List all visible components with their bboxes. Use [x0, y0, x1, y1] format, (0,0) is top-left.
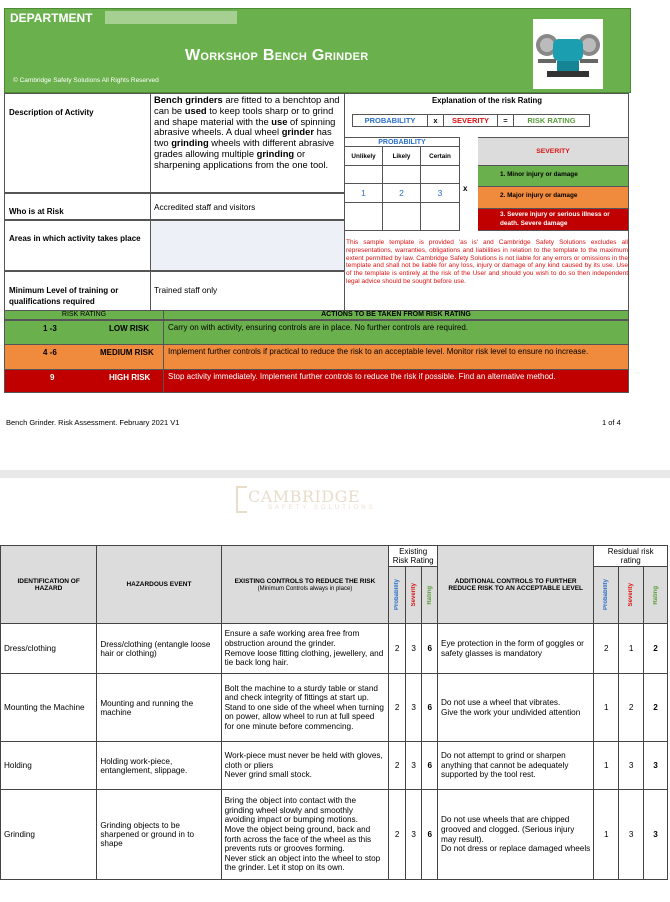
prob-certain: Certain: [421, 146, 460, 166]
risk-action-low: Carry on with activity, ensuring controls are in place. No further controls are required.: [164, 320, 629, 345]
additional-controls-cell: Do not use a wheel that vibrates. Give the work your undivided attention: [438, 674, 594, 742]
existing-severity-cell: 3: [405, 790, 422, 880]
actions-header-text: ACTIONS TO BE TAKEN FROM RISK RATING: [321, 311, 471, 318]
col-controls-title: EXISTING CONTROLS TO REDUCE THE RISK: [234, 577, 376, 585]
existing-severity-cell: 3: [405, 624, 422, 674]
col-controls-sub: (Minimum Controls always in place): [257, 585, 353, 592]
prob-num-3: 3: [421, 184, 460, 203]
residual-rating-cell: 2: [644, 674, 668, 742]
page-2: [0, 478, 670, 902]
prob-grid-cell: [421, 203, 460, 231]
residual-probability-cell: 1: [594, 790, 619, 880]
event-cell: Dress/clothing (entangle loose hair or clothing): [97, 624, 221, 674]
risk-row-low: [4, 320, 164, 345]
probability-label: Probability: [603, 579, 610, 611]
risk-row-medium: [4, 345, 164, 370]
existing-probability-cell: 2: [389, 742, 406, 790]
existing-rating-cell: 6: [422, 624, 438, 674]
header-banner: [4, 8, 631, 93]
risk-range: 9: [50, 373, 55, 382]
footer-left: Bench Grinder. Risk Assessment. February 2021 V1: [6, 418, 180, 427]
residual-severity-cell: 3: [619, 742, 644, 790]
existing-severity-cell: 3: [405, 742, 422, 790]
hazard-cell: Mounting the Machine: [1, 674, 97, 742]
prob-likely: Likely: [383, 146, 421, 166]
residual-probability-cell: 2: [594, 624, 619, 674]
existing-rating-cell: 6: [422, 742, 438, 790]
existing-probability-cell: 2: [389, 790, 406, 880]
residual-rating-cell: 2: [644, 624, 668, 674]
training-value[interactable]: Trained staff only: [151, 271, 345, 311]
col-existing-rating: [422, 567, 438, 624]
table-row: [1, 742, 668, 790]
additional-controls-cell: Eye protection in the form of goggles or safety glasses is mandatory: [438, 624, 594, 674]
formula-severity: SEVERITY: [444, 114, 498, 127]
col-existing-severity: [405, 567, 422, 624]
risk-range: 1 -3: [43, 324, 57, 333]
areas-value[interactable]: [151, 220, 345, 271]
controls-cell: Work-piece must never be held with gloves, cloth or pliers Never grind small stock.: [221, 742, 389, 790]
col-existing-probability: [389, 567, 406, 624]
matrix-x: x: [463, 184, 468, 193]
probability-label: Probability: [394, 579, 401, 611]
severity-minor: 1. Minor injury or damage: [478, 166, 629, 187]
existing-rating-cell: 6: [422, 790, 438, 880]
prob-grid-cell: [345, 166, 383, 184]
risk-rating-header: [4, 311, 164, 320]
formula-equals: =: [498, 114, 514, 127]
risk-rating-header-text: RISK RATING: [61, 311, 107, 318]
department-field[interactable]: [105, 11, 237, 24]
hazard-cell: Holding: [1, 742, 97, 790]
formula-x: x: [428, 114, 444, 127]
existing-probability-cell: 2: [389, 624, 406, 674]
page-number: 1 of 4: [602, 418, 621, 427]
prob-unlikely: Unlikely: [345, 146, 383, 166]
page-gap: [0, 470, 670, 478]
residual-rating-cell: 3: [644, 742, 668, 790]
hazard-cell: Grinding: [1, 790, 97, 880]
prob-header: PROBABILITY: [345, 137, 460, 146]
col-residual-rating: [644, 567, 668, 624]
residual-severity-cell: 2: [619, 674, 644, 742]
risk-range: 4 -6: [43, 348, 57, 357]
existing-severity-cell: 3: [405, 674, 422, 742]
event-cell: Mounting and running the machine: [97, 674, 221, 742]
cambridge-logo-sub: SAFETY SOLUTIONS: [268, 505, 376, 511]
controls-cell: Ensure a safe working area free from obstruction around the grinder. Remove loose fitting clothing, jewellery, and tie back long hair.: [221, 624, 389, 674]
disclaimer-text: This sample template is provided 'as is' and Cambridge Safety Solutions excludes all representations, warranties, obligations and liabilities in relation to the template to the maximum extent permitted by law. Cambridge Safety Solutions is not liable for any errors or omissions in the template and shall not be liable for any loss, injury or damage of any kind caused by its use. Use of the template is entirely at the risk of the User and should you wish to do so then independent legal advice should be sought before use.: [346, 239, 628, 285]
department-label: DEPARTMENT: [10, 11, 93, 25]
areas-label: Areas in which activity takes place: [4, 220, 151, 271]
cambridge-logo: CAMBRIDGE: [248, 487, 361, 506]
col-existing: Existing Risk Rating: [389, 546, 438, 567]
risk-assessment-table: [0, 545, 668, 880]
table-row: [1, 674, 668, 742]
who-value[interactable]: Accredited staff and visitors: [151, 193, 345, 220]
residual-rating-cell: 3: [644, 790, 668, 880]
risk-level: LOW RISK: [109, 324, 149, 333]
prob-grid-cell: [383, 166, 421, 184]
description-label: Description of Activity: [4, 93, 151, 193]
severity-major: 2. Major injury or damage: [478, 187, 629, 209]
formula-risk-rating: RISK RATING: [514, 114, 590, 127]
prob-grid-cell: [345, 203, 383, 231]
prob-num-2: 2: [383, 184, 421, 203]
residual-probability-cell: 1: [594, 674, 619, 742]
risk-action-medium: Implement further controls if practical to reduce the risk to an acceptable level. Monitor risk level to ensure no increase.: [164, 345, 629, 370]
col-residual-probability: [594, 567, 619, 624]
bench-grinder-image: [533, 19, 603, 89]
col-event: HAZARDOUS EVENT: [97, 546, 221, 624]
residual-severity-cell: 1: [619, 624, 644, 674]
col-additional: ADDITIONAL CONTROLS TO FURTHER REDUCE RISK TO AN ACCEPTABLE LEVEL: [438, 546, 594, 624]
explanation-title: Explanation of the risk Rating: [431, 96, 543, 105]
severity-label: Severity: [628, 583, 635, 607]
severity-header: SEVERITY: [478, 137, 629, 166]
copyright-text: © Cambridge Safety Solutions All Rights Reserved: [13, 77, 159, 84]
additional-controls-cell: Do not use wheels that are chipped grooved and clogged. (Serious injury may result). Do not dress or replace damaged wheels: [438, 790, 594, 880]
existing-rating-cell: 6: [422, 674, 438, 742]
existing-probability-cell: 2: [389, 674, 406, 742]
residual-severity-cell: 3: [619, 790, 644, 880]
event-cell: Grinding objects to be sharpened or ground in to shape: [97, 790, 221, 880]
event-cell: Holding work-piece, entanglement, slippage.: [97, 742, 221, 790]
risk-row-high: [4, 370, 164, 393]
formula-probability: PROBABILITY: [352, 114, 428, 127]
cambridge-logo-mark: [236, 486, 247, 513]
severity-severe: 3. Severe injury or serious illness or death. Severe damage: [478, 209, 629, 231]
risk-level: HIGH RISK: [109, 373, 151, 382]
description-text: [151, 93, 345, 193]
controls-cell: Bolt the machine to a sturdy table or stand and check integrity of fittings at start up. Stand to one side of the wheel when turning on power, allow wheel to run at full speed for one minute before commencing.: [221, 674, 389, 742]
table-row: [1, 790, 668, 880]
severity-label: Severity: [410, 583, 417, 607]
prob-grid-cell: [383, 203, 421, 231]
who-label: Who is at Risk: [4, 193, 151, 220]
prob-num-1: 1: [345, 184, 383, 203]
risk-level: MEDIUM RISK: [100, 348, 154, 357]
col-hazard: IDENTIFICATION OF HAZARD: [1, 546, 97, 624]
training-label: Minimum Level of training or qualifications required: [4, 271, 151, 311]
additional-controls-cell: Do not attempt to grind or sharpen anything that cannot be adequately supported by the tool rest.: [438, 742, 594, 790]
description-value: Bench grinders are fitted to a benchtop and can be used to keep tools sharp or to grind and shape material with the use of spinning abrasive wheels. A dual wheel grinder has two grinding wheels with different abrasive grades allowing multiple grinding or sharpening applications from the one tool.: [154, 94, 340, 170]
risk-action-high: Stop activity immediately. Implement further controls to reduce the risk if possible. Find an alternative method.: [164, 370, 629, 393]
hazard-cell: Dress/clothing: [1, 624, 97, 674]
col-residual-severity: [619, 567, 644, 624]
actions-header: [164, 311, 629, 320]
col-controls: [221, 546, 389, 624]
rating-label: Rating: [652, 585, 659, 605]
table-row: [1, 624, 668, 674]
page-title: Workshop Bench Grinder: [185, 47, 369, 64]
rating-label: Rating: [426, 585, 433, 605]
prob-grid-cell: [421, 166, 460, 184]
activity-grid: [4, 93, 629, 311]
residual-probability-cell: 1: [594, 742, 619, 790]
col-residual: Residual risk rating: [594, 546, 668, 567]
controls-cell: Bring the object into contact with the grinding wheel slowly and smoothly avoiding impact or bumping motions. Move the object being ground, back and forth across the face of the wheel as this prevents ruts or grooves forming. Never stick an object into the wheel to stop the grinder. Let it stop on its own.: [221, 790, 389, 880]
